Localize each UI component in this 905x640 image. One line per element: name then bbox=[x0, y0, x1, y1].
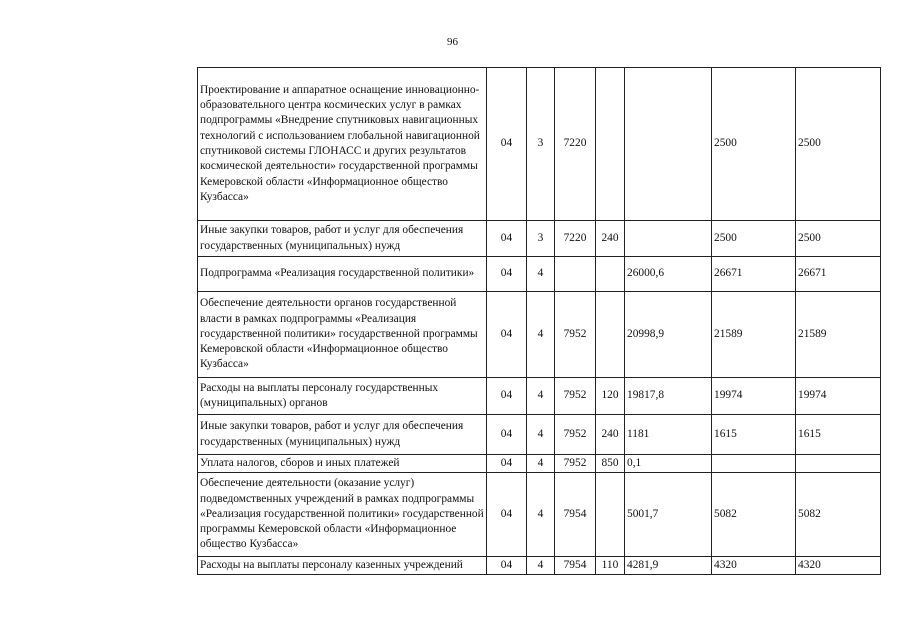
row-description: Иные закупки товаров, работ и услуг для обеспечения государственных (муниципальных) нужд bbox=[198, 415, 487, 455]
amount-year-1: 4281,9 bbox=[625, 557, 712, 575]
expense-type-code bbox=[596, 257, 625, 292]
expense-type-code: 110 bbox=[596, 557, 625, 575]
target-code bbox=[555, 257, 596, 292]
subprogram-code: 3 bbox=[527, 221, 555, 257]
section-code: 04 bbox=[487, 292, 527, 378]
row-description: Проектирование и аппаратное оснащение инновационно-образовательного центра космических услуг в рамках подпрограммы «Внедрение спутниковых навигационных технологий с использованием глобальной навигационной спутниковой системы ГЛОНАСС и других результатов космической деятельности» государственной программы Кемеровской области «Информационное общество Кузбасса» bbox=[198, 68, 487, 221]
amount-year-1: 26000,6 bbox=[625, 257, 712, 292]
subprogram-code: 4 bbox=[527, 378, 555, 415]
row-description: Иные закупки товаров, работ и услуг для обеспечения государственных (муниципальных) нужд bbox=[198, 221, 487, 257]
section-code: 04 bbox=[487, 68, 527, 221]
amount-year-2: 2500 bbox=[712, 68, 796, 221]
amount-year-2: 19974 bbox=[712, 378, 796, 415]
target-code: 7220 bbox=[555, 68, 596, 221]
amount-year-3: 2500 bbox=[796, 221, 881, 257]
table-row bbox=[198, 473, 881, 557]
table-row bbox=[198, 221, 881, 257]
expense-type-code: 240 bbox=[596, 221, 625, 257]
section-code: 04 bbox=[487, 257, 527, 292]
table-row bbox=[198, 68, 881, 221]
amount-year-1 bbox=[625, 221, 712, 257]
section-code: 04 bbox=[487, 415, 527, 455]
section-code: 04 bbox=[487, 378, 527, 415]
amount-year-1: 20998,9 bbox=[625, 292, 712, 378]
target-code: 7954 bbox=[555, 473, 596, 557]
amount-year-3: 26671 bbox=[796, 257, 881, 292]
amount-year-2: 2500 bbox=[712, 221, 796, 257]
target-code: 7952 bbox=[555, 455, 596, 473]
amount-year-3: 5082 bbox=[796, 473, 881, 557]
table-row bbox=[198, 378, 881, 415]
row-description: Обеспечение деятельности (оказание услуг) подведомственных учреждений в рамках подпрограммы «Реализация государственной политики» государственной программы Кемеровской области «Информационное общество Кузбасса» bbox=[198, 473, 487, 557]
amount-year-3: 21589 bbox=[796, 292, 881, 378]
expense-type-code: 240 bbox=[596, 415, 625, 455]
section-code: 04 bbox=[487, 455, 527, 473]
subprogram-code: 4 bbox=[527, 473, 555, 557]
amount-year-2: 5082 bbox=[712, 473, 796, 557]
amount-year-1: 0,1 bbox=[625, 455, 712, 473]
target-code: 7952 bbox=[555, 292, 596, 378]
subprogram-code: 4 bbox=[527, 292, 555, 378]
expense-type-code bbox=[596, 473, 625, 557]
subprogram-code: 4 bbox=[527, 557, 555, 575]
table-row bbox=[198, 557, 881, 575]
row-description: Расходы на выплаты персоналу казенных учреждений bbox=[198, 557, 487, 575]
table-row bbox=[198, 415, 881, 455]
target-code: 7220 bbox=[555, 221, 596, 257]
subprogram-code: 4 bbox=[527, 415, 555, 455]
page-number: 96 bbox=[447, 36, 458, 48]
target-code: 7952 bbox=[555, 415, 596, 455]
target-code: 7954 bbox=[555, 557, 596, 575]
table-row bbox=[198, 257, 881, 292]
row-description: Обеспечение деятельности органов государственной власти в рамках подпрограммы «Реализация государственной политики» государственной программы Кемеровской области «Информационное общество Кузбасса» bbox=[198, 292, 487, 378]
budget-table bbox=[197, 67, 881, 575]
amount-year-2: 21589 bbox=[712, 292, 796, 378]
amount-year-2: 26671 bbox=[712, 257, 796, 292]
section-code: 04 bbox=[487, 557, 527, 575]
row-description: Подпрограмма «Реализация государственной политики» bbox=[198, 257, 487, 292]
amount-year-3: 4320 bbox=[796, 557, 881, 575]
expense-type-code bbox=[596, 292, 625, 378]
amount-year-3 bbox=[796, 455, 881, 473]
target-code: 7952 bbox=[555, 378, 596, 415]
expense-type-code: 120 bbox=[596, 378, 625, 415]
amount-year-2: 1615 bbox=[712, 415, 796, 455]
expense-type-code bbox=[596, 68, 625, 221]
table-row bbox=[198, 292, 881, 378]
expense-type-code: 850 bbox=[596, 455, 625, 473]
section-code: 04 bbox=[487, 221, 527, 257]
subprogram-code: 3 bbox=[527, 68, 555, 221]
amount-year-3: 1615 bbox=[796, 415, 881, 455]
amount-year-2: 4320 bbox=[712, 557, 796, 575]
amount-year-1: 5001,7 bbox=[625, 473, 712, 557]
row-description: Уплата налогов, сборов и иных платежей bbox=[198, 455, 487, 473]
amount-year-3: 2500 bbox=[796, 68, 881, 221]
table-row bbox=[198, 455, 881, 473]
subprogram-code: 4 bbox=[527, 257, 555, 292]
amount-year-1: 1181 bbox=[625, 415, 712, 455]
row-description: Расходы на выплаты персоналу государственных (муниципальных) органов bbox=[198, 378, 487, 415]
amount-year-2 bbox=[712, 455, 796, 473]
amount-year-3: 19974 bbox=[796, 378, 881, 415]
amount-year-1: 19817,8 bbox=[625, 378, 712, 415]
section-code: 04 bbox=[487, 473, 527, 557]
subprogram-code: 4 bbox=[527, 455, 555, 473]
amount-year-1 bbox=[625, 68, 712, 221]
